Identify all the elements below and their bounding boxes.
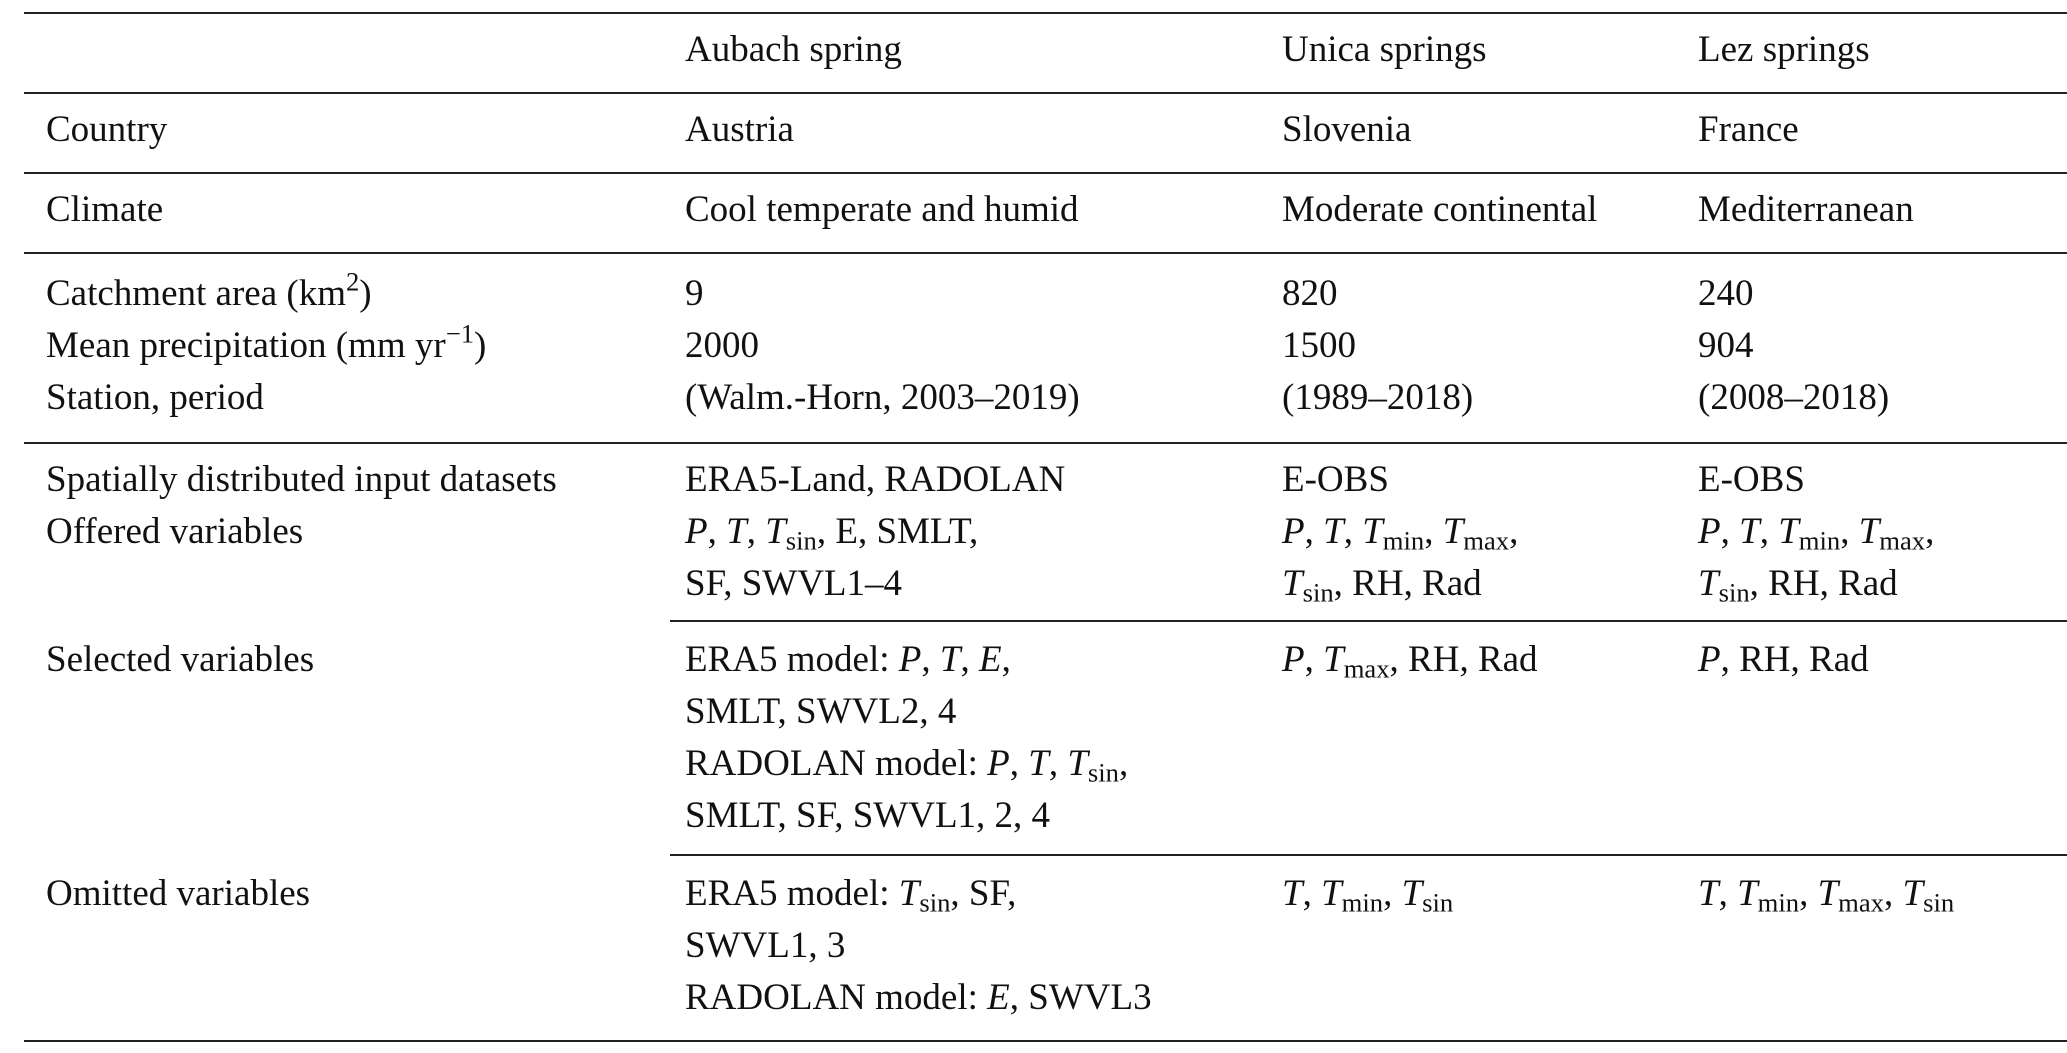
omitted-variables-label: Omitted variables — [46, 873, 311, 914]
catchment-area-unica: 820 — [1282, 273, 1338, 314]
header-unica: Unica springs — [1282, 29, 1487, 70]
selected-aubach-line2: SMLT, SWVL2, 4 — [685, 691, 957, 732]
country-aubach: Austria — [685, 109, 794, 150]
rule-offered — [670, 620, 2067, 622]
datasets-aubach-line1: ERA5-Land, RADOLAN — [685, 459, 1066, 500]
selected-variables-label: Selected variables — [46, 639, 315, 680]
station-period-label: Station, period — [46, 377, 264, 418]
omitted-lez — [1698, 868, 1954, 920]
omitted-unica-line1: T, $T_{min}$, $T_{sin}$ — [1282, 873, 1454, 918]
climate-label: Climate — [46, 189, 164, 230]
selected-unica — [1282, 634, 1538, 686]
rule-country — [24, 172, 2067, 174]
country-lez: France — [1698, 109, 1799, 150]
datasets-lez — [1698, 454, 1934, 610]
selected-aubach — [685, 634, 1128, 842]
catchment-area-aubach: 9 — [685, 273, 704, 314]
mean-precipitation-lez: 904 — [1698, 325, 1754, 366]
offered-lez-line1: P, T, $T_{min}$, $T_{max}$, — [1698, 511, 1935, 556]
rule-selected — [670, 854, 2067, 856]
climate-lez: Mediterranean — [1698, 189, 1914, 230]
mean-precipitation-aubach: 2000 — [685, 325, 759, 366]
catchment-area-label: Catchment area $(km^2)$ — [46, 266, 372, 314]
datasets-unica — [1282, 454, 1518, 610]
omitted-aubach-line1: ERA5 model: $T_{sin}$, SF, — [685, 873, 1017, 918]
header-lez: Lez springs — [1698, 29, 1870, 70]
omitted-lez-line1: T, $T_{min}$, $T_{max}$, $T_{sin}$ — [1698, 873, 1955, 918]
offered-unica-line2: $T_{sin}$, RH, Rad — [1282, 563, 1482, 608]
rule-station — [24, 442, 2067, 444]
rule-climate — [24, 252, 2067, 254]
selected-aubach-line1: ERA5 model: P, T, E, — [685, 639, 1011, 680]
datasets-labels — [46, 454, 557, 558]
omitted-aubach-line3: RADOLAN model: E, SWVL3 — [685, 977, 1152, 1018]
country-unica: Slovenia — [1282, 109, 1412, 150]
selected-lez — [1698, 634, 1869, 686]
station-period-unica: (1989–2018) — [1282, 377, 1474, 418]
mean-precipitation-unica: 1500 — [1282, 325, 1356, 366]
selected-unica-line1: P, $T_{max}$, RH, Rad — [1282, 639, 1538, 684]
offered-aubach-line2: SF, SWVL1–4 — [685, 563, 903, 604]
catchment-stats-lez — [1698, 268, 1889, 424]
selected-aubach-line3: RADOLAN model: P, T, $T_{sin}$, — [685, 743, 1129, 788]
selected-lez-line1: P, RH, Rad — [1698, 639, 1869, 680]
catchment-stats-labels — [46, 268, 486, 424]
mean-precipitation-label: Mean precipitation (mm $yr^{-1}$) — [46, 318, 487, 366]
datasets-lez-line1: E-OBS — [1698, 459, 1805, 500]
offered-variables-label: Offered variables — [46, 511, 304, 552]
offered-lez-line2: $T_{sin}$, RH, Rad — [1698, 563, 1898, 608]
omitted-aubach-line2: SWVL1, 3 — [685, 925, 846, 966]
catchment-stats-aubach — [685, 268, 1080, 424]
rule-top — [24, 12, 2067, 14]
climate-unica: Moderate continental — [1282, 189, 1598, 230]
station-period-aubach: (Walm.-Horn, 2003–2019) — [685, 377, 1080, 418]
climate-aubach: Cool temperate and humid — [685, 189, 1079, 230]
offered-aubach-line1: P, T, $T_{sin}$, E, SMLT, — [685, 511, 979, 556]
station-period-lez: (2008–2018) — [1698, 377, 1890, 418]
omitted-aubach — [685, 868, 1152, 1024]
catchment-stats-unica — [1282, 268, 1473, 424]
country-label: Country — [46, 109, 168, 150]
datasets-label: Spatially distributed input datasets — [46, 459, 557, 500]
selected-aubach-line4: SMLT, SF, SWVL1, 2, 4 — [685, 795, 1051, 836]
omitted-unica — [1282, 868, 1453, 920]
datasets-aubach — [685, 454, 1065, 610]
rule-bottom — [24, 1040, 2067, 1042]
catchment-area-lez: 240 — [1698, 273, 1754, 314]
datasets-unica-line1: E-OBS — [1282, 459, 1389, 500]
rule-header — [24, 92, 2067, 94]
offered-unica-line1: P, T, $T_{min}$, $T_{max}$, — [1282, 511, 1519, 556]
header-aubach: Aubach spring — [685, 29, 902, 70]
